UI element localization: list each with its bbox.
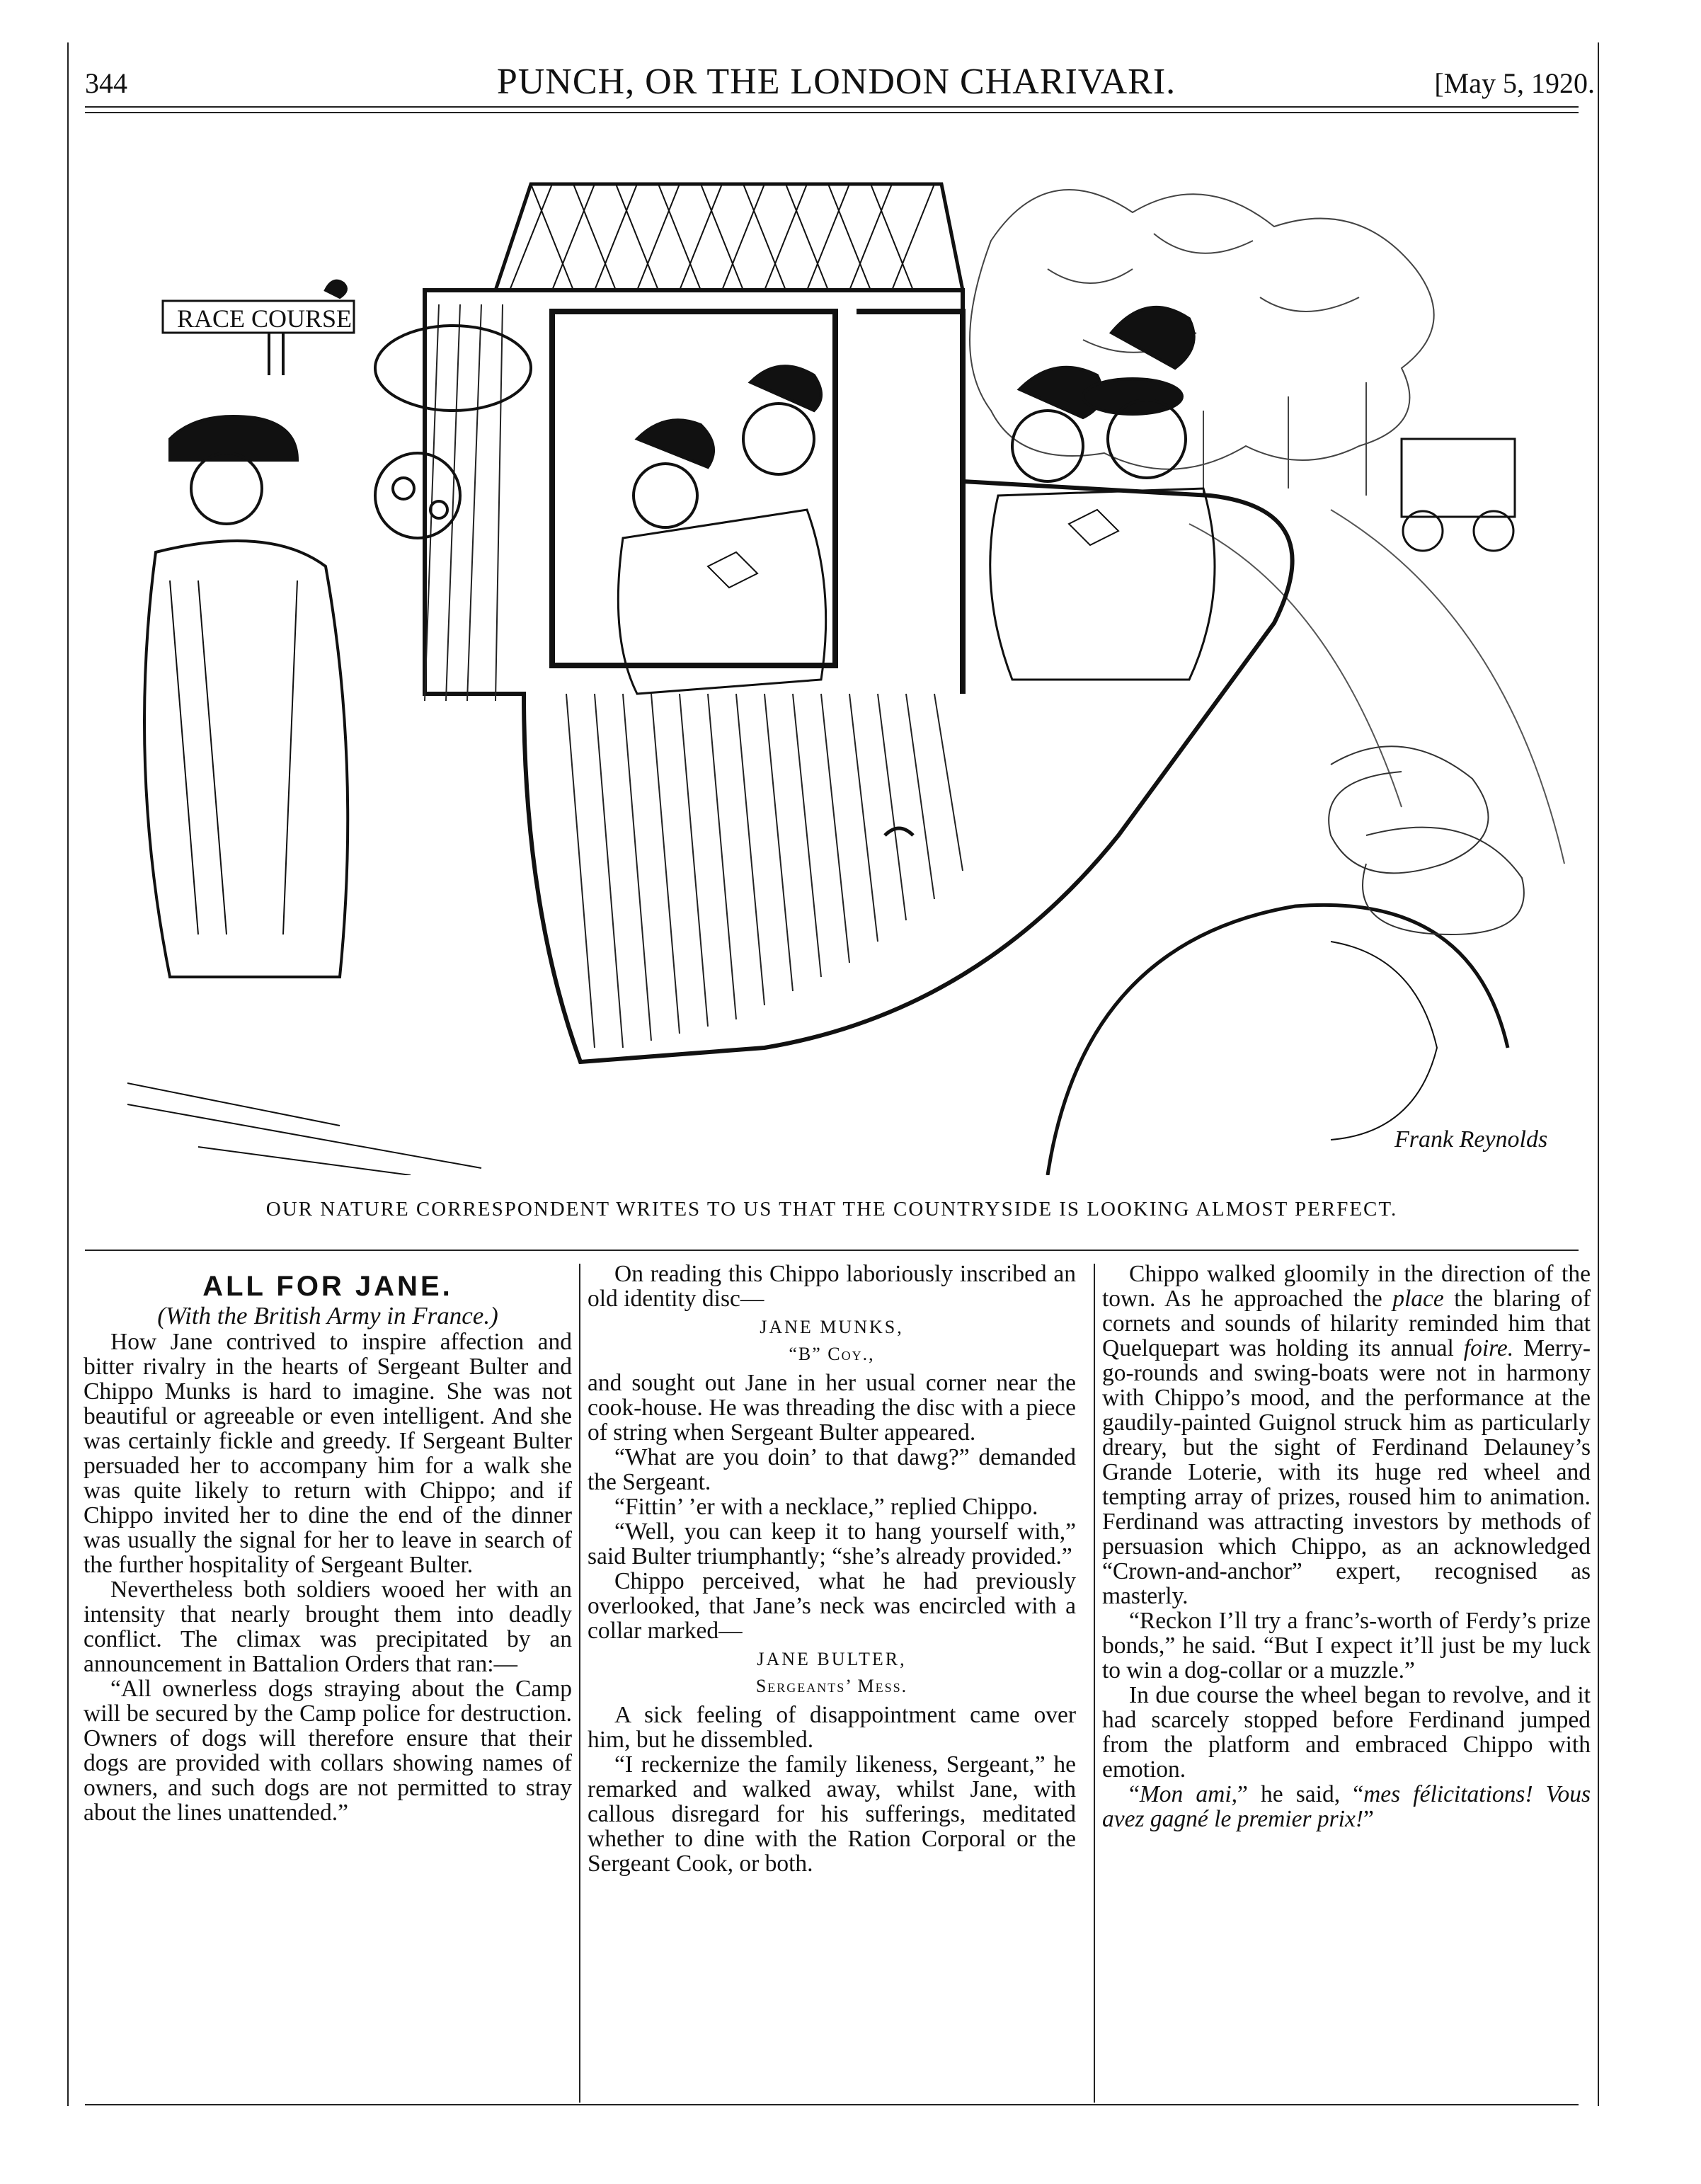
column-divider [1094, 1264, 1095, 2103]
text-run: JANE BULTER, [757, 1649, 907, 1669]
chauffeur-figure [144, 416, 348, 977]
paragraph [1102, 1608, 1591, 1683]
inscription-line [588, 1344, 1076, 1365]
paragraph [1102, 1262, 1591, 1608]
page-number: 344 [85, 67, 127, 99]
passenger-figures [618, 307, 1215, 694]
header-rule-2 [85, 112, 1579, 113]
caption-rule [85, 1250, 1579, 1251]
text-run: “All ownerless dogs straying about the Camp will be secured by the Camp police for destruction. Owners of dogs will therefore ensure that their dogs are provided with collars showing names of owners, and such dogs are not permitted to stray about the lines unattended.” [84, 1676, 572, 1826]
issue-date: [May 5, 1920. [1434, 67, 1595, 99]
paragraph [588, 1445, 1076, 1494]
column-divider [579, 1264, 580, 2103]
italic-text: mes félicitations! Vous avez gagné le premier prix! [1102, 1781, 1591, 1832]
sign-lettering: RACE COURSE [177, 304, 353, 333]
text-run: Chippo walked gloomily in the direction of the town. As he approached the [1102, 1261, 1591, 1312]
text-run: In due course the wheel began to revolve, and it had scarcely stopped before Ferdinand jumped from the platform and embraced Chippo with emotion. [1102, 1682, 1591, 1783]
paragraph [84, 1577, 572, 1676]
text-run: the blaring of cornets and sounds of hilarity reminded him that Quelquepart was holding its annual [1102, 1286, 1591, 1361]
inscription-line [588, 1317, 1076, 1338]
text-run: Sergeants’ Mess. [755, 1676, 908, 1696]
text-run: Chippo perceived, what he had previously overlooked, that Jane’s neck was encircled with a collar marked— [588, 1568, 1076, 1644]
article-title: ALL FOR JANE. [202, 1271, 453, 1302]
text-run: ” he said, “ [1237, 1781, 1364, 1807]
article-column-2 [588, 1262, 1076, 1876]
text-run: How Jane contrived to inspire affection and bitter rivalry in the hearts of Sergeant Bulter and Chippo Munks is hard to imagine. She was not beautiful or agreeable or even intelligent. And she was certainly fickle and greedy. If Sergeant Bulter persuaded her to accompany him for a walk she was quite likely to return with Chippo; and if Chippo invited her to dine the end of the dinner was usually the signal for her to leave in search of the further hospitality of Sergeant Bulter. [84, 1329, 572, 1578]
paragraph [588, 1519, 1076, 1569]
text-run: “I reckernize the family likeness, Sergeant,” he remarked and walked away, whilst Jane, with callous disregard for his sufferings, meditated whether to dine with the Ration Corporal or the Sergeant Cook, or both. [588, 1751, 1076, 1877]
article-column-1 [84, 1267, 572, 1825]
text-run: “Reckon I’ll try a franc’s-worth of Ferdy’s prize bonds,” he said. “But I expect it’ll just be my luck to win a dog-collar or a muzzle.” [1102, 1608, 1591, 1683]
text-run: “ [1129, 1781, 1140, 1807]
paragraph [1102, 1683, 1591, 1782]
italic-text: foire. [1463, 1335, 1514, 1361]
text-run: Nevertheless both soldiers wooed her with an intensity that nearly brought them into deadly conflict. The climax was precipitated by an announcement in Battalion Orders that ran:— [84, 1577, 572, 1677]
artist-signature: Frank Reynolds [1394, 1126, 1548, 1153]
text-run: On reading this Chippo laboriously inscribed an old identity disc— [588, 1261, 1076, 1312]
paragraph [588, 1752, 1076, 1876]
text-run: “What are you doin’ to that dawg?” demanded the Sergeant. [588, 1444, 1076, 1495]
publication-title: PUNCH, OR THE LONDON CHARIVARI. [496, 62, 1176, 102]
trees [970, 190, 1434, 496]
cartoon-caption: OUR NATURE CORRESPONDENT WRITES TO US THAT THE COUNTRYSIDE IS LOOKING ALMOST PERFECT. [265, 1198, 1398, 1220]
distant-car [1402, 439, 1515, 551]
italic-text: Mon ami, [1139, 1781, 1238, 1807]
article-subtitle: (With the British Army in France.) [157, 1302, 498, 1330]
inscription-line [588, 1649, 1076, 1670]
race-course-sign [163, 281, 354, 375]
cartoon-illustration [127, 127, 1579, 1175]
paragraph [1102, 1782, 1591, 1831]
text-run: and sought out Jane in her usual corner near the cook-house. He was threading the disc with a piece of string when Sergeant Bulter appeared. [588, 1370, 1076, 1446]
paragraph [588, 1262, 1076, 1311]
paragraph [84, 1676, 572, 1825]
paragraph [588, 1371, 1076, 1445]
text-run: “Fittin’ ’er with a necklace,” replied Chippo. [614, 1494, 1038, 1520]
car-roof [496, 184, 963, 290]
inscription-line [588, 1676, 1076, 1697]
paragraph [588, 1494, 1076, 1519]
header-rule [85, 106, 1579, 108]
paragraph [588, 1703, 1076, 1752]
article-column-3 [1102, 1262, 1591, 1831]
text-run: “B” Coy., [789, 1344, 875, 1364]
running-header [78, 57, 1595, 106]
paragraph [84, 1330, 572, 1577]
text-run: A sick feeling of disappointment came over him, but he dissembled. [588, 1702, 1076, 1753]
text-run: Merry-go-rounds and swing-boats were not in harmony with Chippo’s mood, and the performance at the gaudily-painted Guignol struck him as particularly dreary, but the sight of Ferdinand Delauney’s Grande Loterie, with its huge red wheel and tempting array of prizes, roused him to animation. Ferdinand was attracting investors by methods of persuasion which Chippo, as an acknowledged “Crown-and-anchor” expert, recognised as masterly. [1102, 1335, 1591, 1609]
paragraph [588, 1569, 1076, 1643]
text-run: JANE MUNKS, [760, 1317, 904, 1337]
italic-text: place [1392, 1286, 1444, 1312]
text-run: ” [1363, 1806, 1374, 1832]
text-run: “Well, you can keep it to hang yourself with,” said Bulter triumphantly; “she’s already provided.” [588, 1519, 1076, 1570]
bottom-rule [85, 2104, 1579, 2105]
